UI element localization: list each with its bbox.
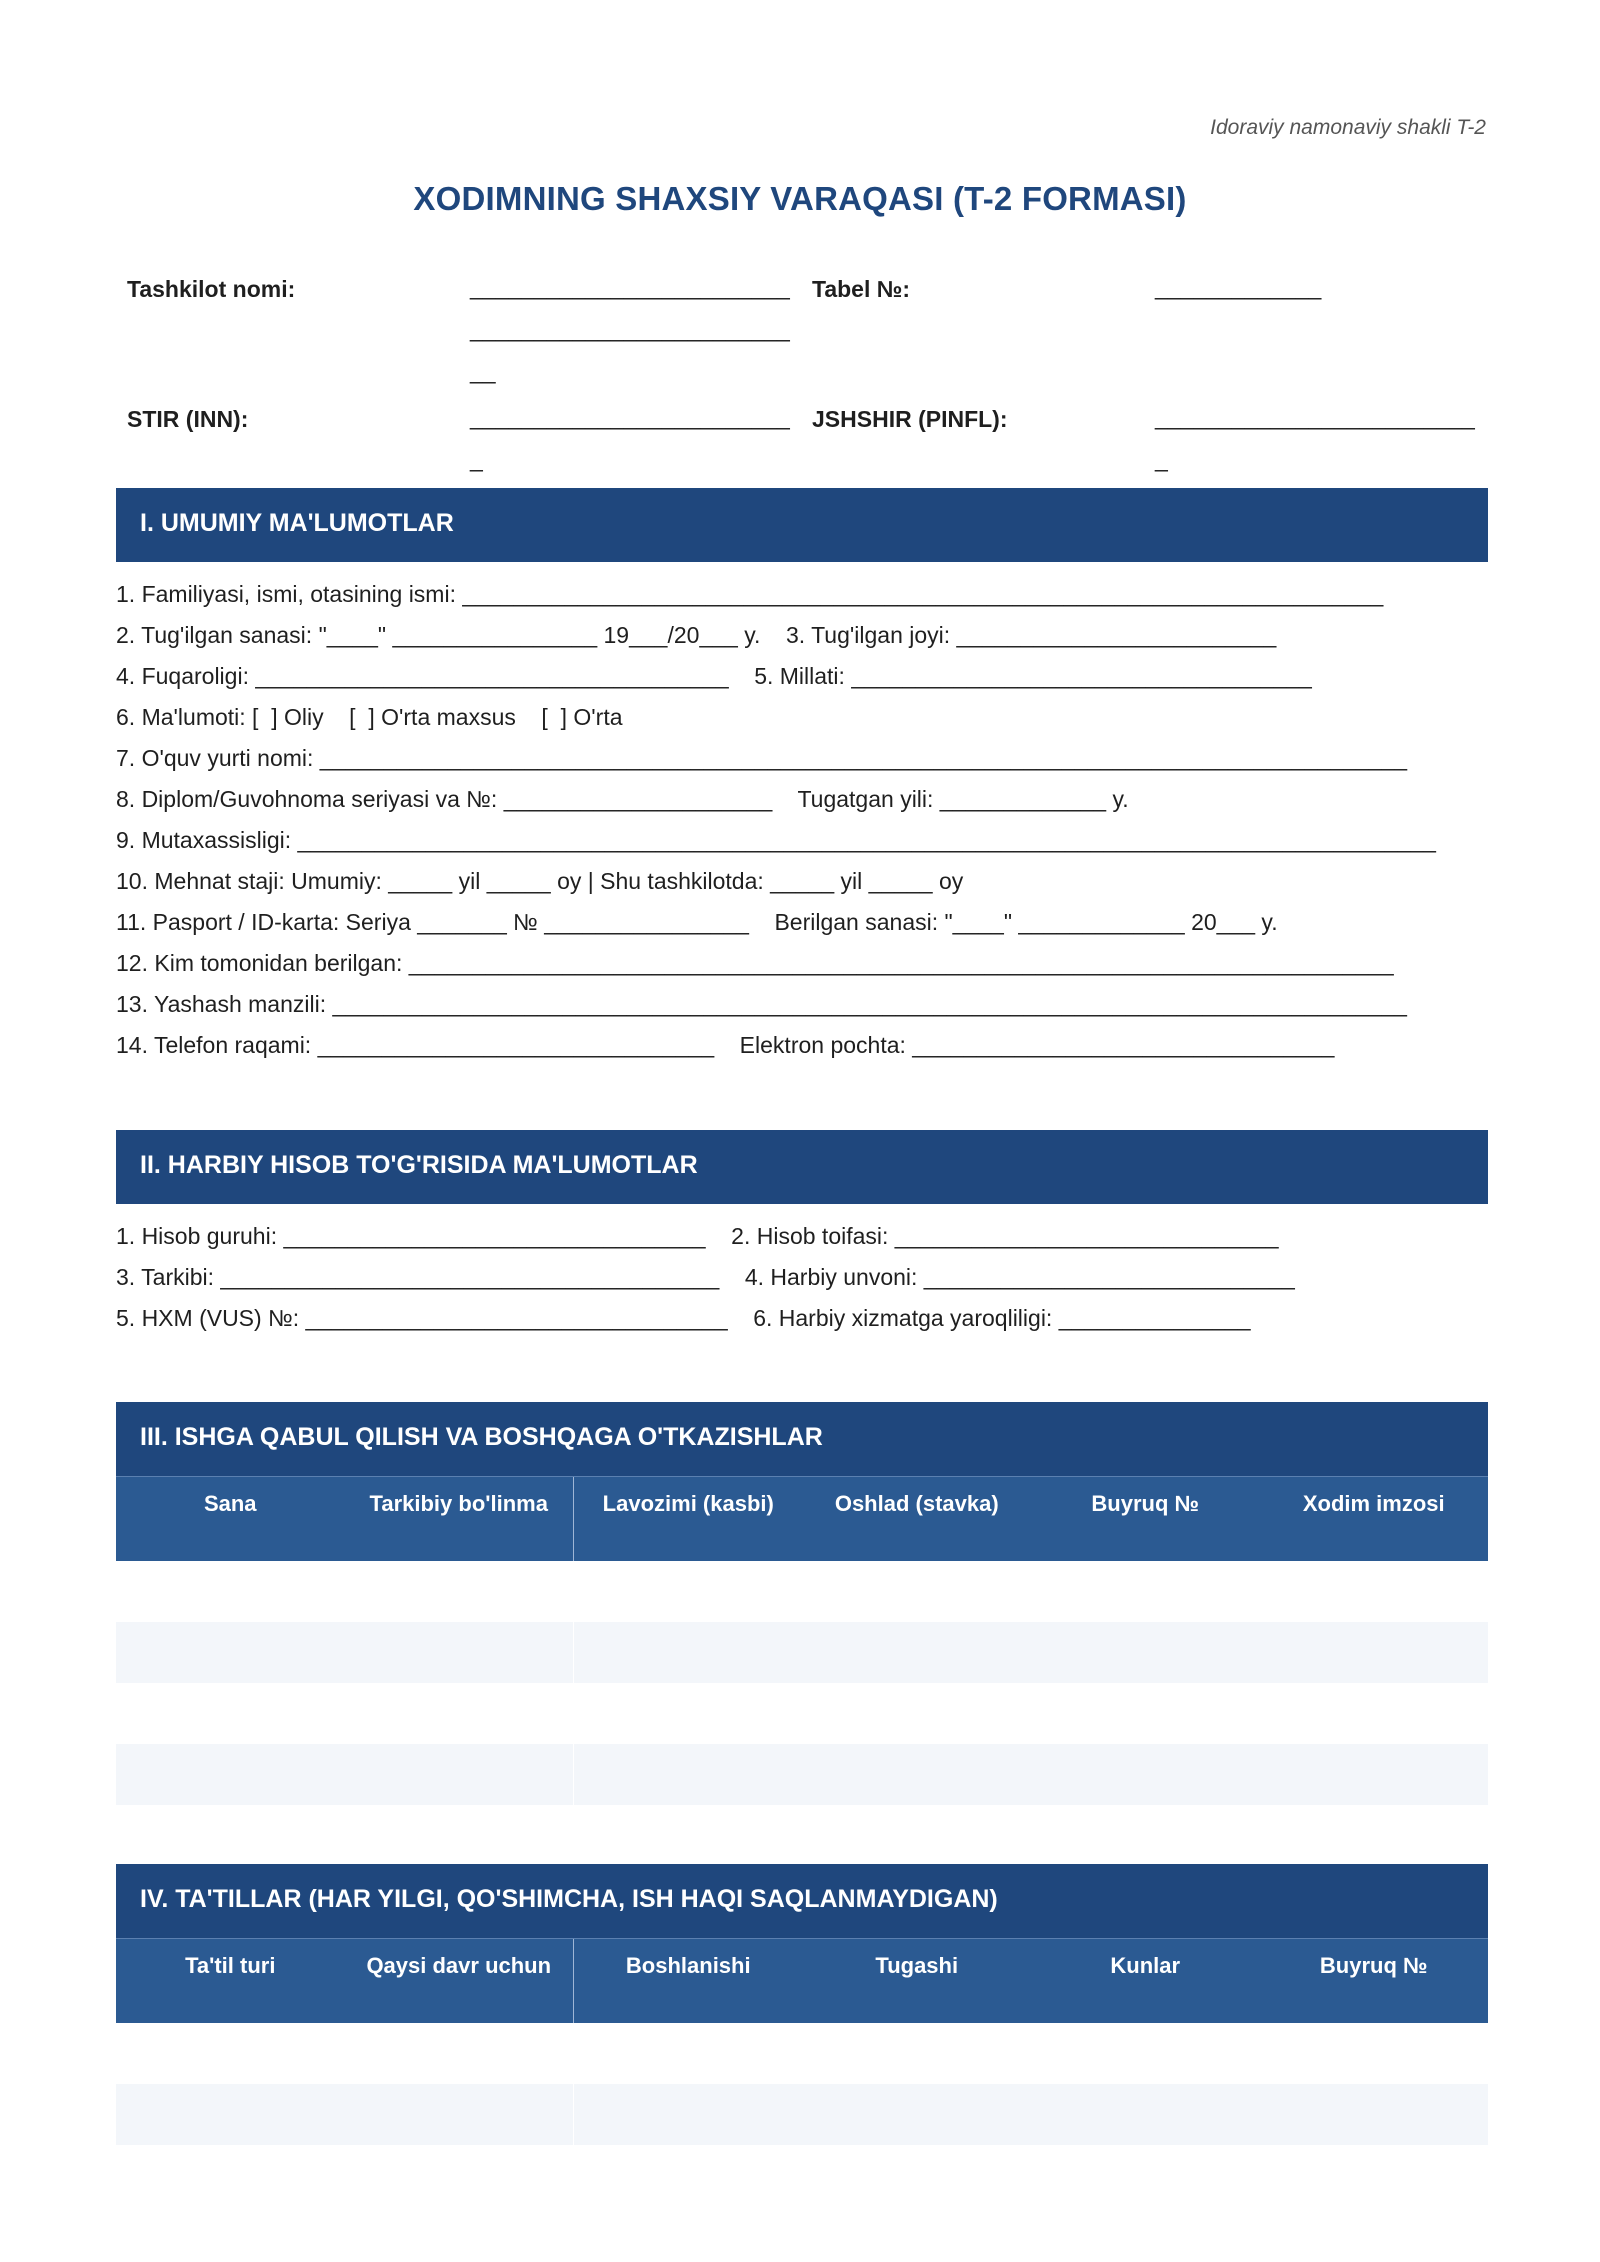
tabel-label: Tabel №:	[812, 276, 911, 302]
field-row[interactable]: 14. Telefon raqami: _______________________________ Elektron pochta: _________________________________	[116, 1032, 1335, 1058]
field-row[interactable]: 6. Ma'lumoti: [ ] Oliy [ ] O'rta maxsus [ ] O'rta	[116, 704, 623, 730]
col-header: Kunlar	[1110, 1953, 1181, 1978]
field-row[interactable]: 13. Yashash manzili: ____________________________________________________________________________________	[116, 991, 1407, 1017]
col-header: Xodim imzosi	[1302, 1491, 1445, 1516]
org-name-field[interactable]: _________________________ _________________________ __	[470, 274, 790, 384]
section-vacations-header: IV. TA'TILLAR (HAR YILGI, QO'SHIMCHA, ISH HAQI SAQLANMAYDIGAN)	[116, 1864, 1488, 1938]
field-row[interactable]: 8. Diplom/Guvohnoma seriyasi va №: _____________________ Tugatgan yili: _____________ y.	[116, 786, 1129, 812]
field-row[interactable]: 1. Familiyasi, ismi, otasining ismi: ________________________________________________________________________	[116, 581, 1384, 607]
col-header: Boshlanishi	[573, 1939, 803, 2023]
section-hiring-header: III. ISHGA QABUL QILISH VA BOSHQAGA O'TKAZISHLAR	[116, 1402, 1488, 1476]
table-row[interactable]	[116, 1683, 1488, 1744]
table-row[interactable]	[116, 2023, 1488, 2084]
table-row[interactable]	[116, 2084, 1488, 2145]
jshshir-field[interactable]: _________________________ _	[1155, 404, 1475, 472]
section-military-header: II. HARBIY HISOB TO'G'RISIDA MA'LUMOTLAR	[116, 1130, 1488, 1204]
stir-field[interactable]: _________________________ _	[470, 404, 790, 472]
tabel-field[interactable]: _____________	[1155, 274, 1322, 300]
page-title: XODIMNING SHAXSIY VARAQASI (T-2 FORMASI)	[413, 180, 1187, 217]
field-row[interactable]: 2. Tug'ilgan sanasi: "____" ________________ 19___/20___ y. 3. Tug'ilgan joyi: _________________________	[116, 622, 1277, 648]
field-row[interactable]: 10. Mehnat staji: Umumiy: _____ yil _____ oy | Shu tashkilotda: _____ yil _____ oy	[116, 868, 964, 894]
form-code: Idoraviy namonaviy shakli T-2	[1210, 116, 1486, 139]
org-name-label: Tashkilot nomi:	[127, 276, 296, 302]
field-row[interactable]: 7. O'quv yurti nomi: _____________________________________________________________________________________	[116, 745, 1408, 771]
col-header: Sana	[203, 1491, 257, 1516]
col-header: Ta'til turi	[185, 1953, 276, 1978]
vacations-table	[116, 1938, 1488, 2145]
col-header: Oshlad (stavka)	[834, 1491, 999, 1516]
col-header: Buyruq №	[1091, 1491, 1200, 1516]
table-row[interactable]	[116, 1622, 1488, 1683]
section-general-info-header: I. UMUMIY MA'LUMOTLAR	[116, 488, 1488, 562]
vacations-table-header	[116, 1938, 1488, 2023]
field-row[interactable]: 12. Kim tomonidan berilgan: _____________________________________________________________________________	[116, 950, 1394, 976]
field-row[interactable]: 1. Hisob guruhi: _________________________________ 2. Hisob toifasi: ______________________________	[116, 1223, 1279, 1249]
general-info-fields	[116, 574, 1488, 1066]
col-header: Buyruq №	[1319, 1953, 1428, 1978]
col-header: Qaysi davr uchun	[366, 1953, 552, 1978]
col-header: Tugashi	[875, 1953, 959, 1978]
col-header: Tarkibiy bo'linma	[369, 1491, 548, 1516]
hiring-table	[116, 1476, 1488, 1805]
field-row[interactable]: 5. HXM (VUS) №: _________________________________ 6. Harbiy xizmatga yaroqliligi: _______________	[116, 1305, 1251, 1331]
jshshir-label: JSHSHIR (PINFL):	[812, 406, 1008, 432]
hiring-table-header	[116, 1476, 1488, 1561]
stir-label: STIR (INN):	[127, 406, 249, 432]
field-row[interactable]: 11. Pasport / ID-karta: Seriya _______ № ________________ Berilgan sanasi: "____" _____________ 20___ y.	[116, 909, 1278, 935]
field-row[interactable]: 3. Tarkibi: _______________________________________ 4. Harbiy unvoni: _____________________________	[116, 1264, 1295, 1290]
field-row[interactable]: 4. Fuqaroligi: _____________________________________ 5. Millati: ____________________________________	[116, 663, 1312, 689]
table-row[interactable]	[116, 1744, 1488, 1805]
col-header: Lavozimi (kasbi)	[573, 1477, 803, 1561]
field-row[interactable]: 9. Mutaxassisligi: _________________________________________________________________________________________	[116, 827, 1436, 853]
military-fields	[116, 1216, 1488, 1339]
table-row[interactable]	[116, 1561, 1488, 1622]
